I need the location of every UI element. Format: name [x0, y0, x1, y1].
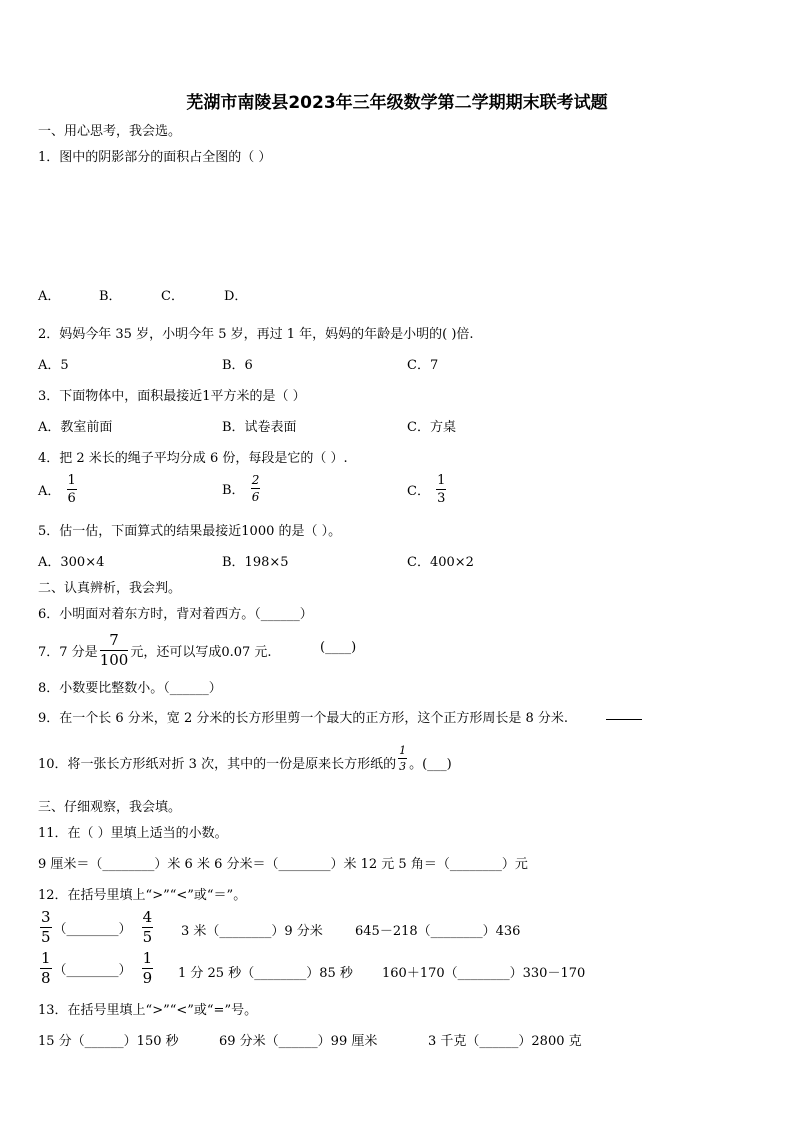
- q7-fraction: [100, 633, 129, 668]
- q2-option-a[interactable]: A．5: [38, 358, 69, 373]
- fraction-numerator: 4: [142, 908, 153, 926]
- fraction-denominator: 3: [399, 760, 407, 773]
- fraction-numerator: 7: [100, 633, 129, 651]
- q1-option-d[interactable]: D．: [224, 289, 248, 304]
- q12-r1-right: 645－218（________）436: [355, 924, 521, 939]
- fraction-denominator: 5: [41, 928, 51, 946]
- q12-row2-left: [38, 951, 155, 986]
- section-heading-2: 二、认真辨析，我会判。: [38, 581, 182, 596]
- question-13-stem: 13．在括号里填上“>”“<”或“=”号。: [38, 1003, 258, 1018]
- q1-option-b[interactable]: B．: [99, 289, 122, 304]
- question-10: [38, 745, 452, 772]
- question-11-line: 9 厘米＝（________）米 6 米 6 分米＝（________）米 12 元 5 角＝（________）元: [38, 857, 528, 872]
- fraction-denominator: 100: [99, 651, 129, 669]
- fraction-numerator: 1: [41, 949, 51, 967]
- q4-option-b-fraction: [251, 474, 261, 503]
- q1-option-c[interactable]: C．: [161, 289, 184, 304]
- q3-option-b[interactable]: B．试卷表面: [222, 420, 297, 435]
- q5-option-c[interactable]: C．400×2: [407, 555, 474, 570]
- q4-option-c-label: C．: [407, 484, 430, 499]
- q12-r1-middle: 3 米（________）9 分米: [181, 924, 323, 939]
- question-2-stem: 2．妈妈今年 35 岁，小明今年 5 岁，再过 1 年，妈妈的年龄是小明的( )倍.: [38, 327, 474, 342]
- q2-option-b[interactable]: B．6: [222, 358, 253, 373]
- q7-answer-blank[interactable]: (____): [320, 640, 357, 655]
- q4-option-a-label: A．: [38, 484, 61, 499]
- question-6: 6．小明面对着东方时，背对着西方。（______）: [38, 607, 313, 622]
- fraction-numerator: 3: [41, 908, 51, 926]
- fraction-denominator: 5: [142, 928, 153, 946]
- question-7: [38, 633, 272, 668]
- q3-option-c[interactable]: C．方桌: [407, 420, 456, 435]
- q12-r1-fraction-1: [40, 910, 52, 945]
- question-1-stem: 1．图中的阴影部分的面积占全图的（ ）: [38, 150, 272, 165]
- q4-option-c-fraction: [436, 474, 446, 505]
- question-8: 8．小数要比整数小。（______）: [38, 681, 222, 696]
- q13-compare-1: 15 分（______）150 秒: [38, 1034, 179, 1049]
- question-11-stem: 11．在（ ）里填上适当的小数。: [38, 826, 228, 841]
- q4-option-b-label: B．: [222, 483, 245, 498]
- q12-r2-right: 160＋170（________）330－170: [382, 966, 586, 981]
- page-title: 芜湖市南陵县2023年三年级数学第二学期期末联考试题: [186, 93, 608, 113]
- q12-r2-fraction-2: [142, 951, 154, 986]
- q4-option-a[interactable]: [38, 474, 79, 505]
- q12-row1-left: [38, 910, 155, 945]
- fraction-denominator: 6: [67, 491, 76, 506]
- fraction-numerator: 1: [399, 744, 407, 757]
- q5-option-a[interactable]: A．300×4: [38, 555, 105, 570]
- q12-r1-blank[interactable]: （________）: [53, 922, 132, 937]
- fraction-denominator: 6: [251, 490, 260, 504]
- fraction-denominator: 3: [437, 491, 446, 506]
- question-12-stem: 12．在括号里填上“>”“<”或“＝”。: [38, 888, 247, 903]
- fraction-denominator: 9: [142, 969, 153, 987]
- q4-option-b[interactable]: [222, 474, 262, 503]
- q12-r2-middle: 1 分 25 秒（________）85 秒: [178, 966, 353, 981]
- fraction-numerator: 1: [142, 949, 153, 967]
- q9-answer-line[interactable]: [606, 719, 642, 720]
- fraction-numerator: 2: [251, 473, 260, 487]
- q12-r1-fraction-2: [142, 910, 154, 945]
- question-5-stem: 5．估一估，下面算式的结果最接近1000 的是（ ）。: [38, 524, 342, 539]
- q1-option-a[interactable]: A．: [38, 289, 61, 304]
- q3-option-a[interactable]: A．教室前面: [38, 420, 113, 435]
- q5-option-b[interactable]: B．198×5: [222, 555, 289, 570]
- q13-compare-2: 69 分米（______）99 厘米: [219, 1034, 378, 1049]
- q10-text-after: 。(___): [409, 757, 452, 772]
- q10-fraction: [398, 745, 407, 772]
- q13-compare-3: 3 千克（______）2800 克: [428, 1034, 582, 1049]
- question-9: 9．在一个长 6 分米，宽 2 分米的长方形里剪一个最大的正方形，这个正方形周长是 8 分米.: [38, 711, 569, 726]
- q7-text-before: 7．7 分是: [38, 645, 98, 660]
- q12-r2-fraction-1: [40, 951, 52, 986]
- q12-r2-blank[interactable]: （________）: [53, 963, 132, 978]
- question-3-stem: 3．下面物体中，面积最接近1平方米的是（ ）: [38, 389, 306, 404]
- fraction-numerator: 1: [437, 473, 446, 488]
- q2-option-c[interactable]: C．7: [407, 358, 439, 373]
- q4-option-a-fraction: [67, 474, 77, 505]
- section-heading-1: 一、用心思考，我会选。: [38, 124, 182, 139]
- q7-text-after: 元，还可以写成0.07 元.: [130, 645, 272, 660]
- q4-option-c[interactable]: [407, 474, 448, 505]
- fraction-numerator: 1: [67, 473, 76, 488]
- section-heading-3: 三、仔细观察，我会填。: [38, 800, 182, 815]
- fraction-denominator: 8: [41, 969, 51, 987]
- question-4-stem: 4．把 2 米长的绳子平均分成 6 份，每段是它的（ ）.: [38, 451, 348, 466]
- q10-text-before: 10．将一张长方形纸对折 3 次，其中的一份是原来长方形纸的: [38, 757, 397, 772]
